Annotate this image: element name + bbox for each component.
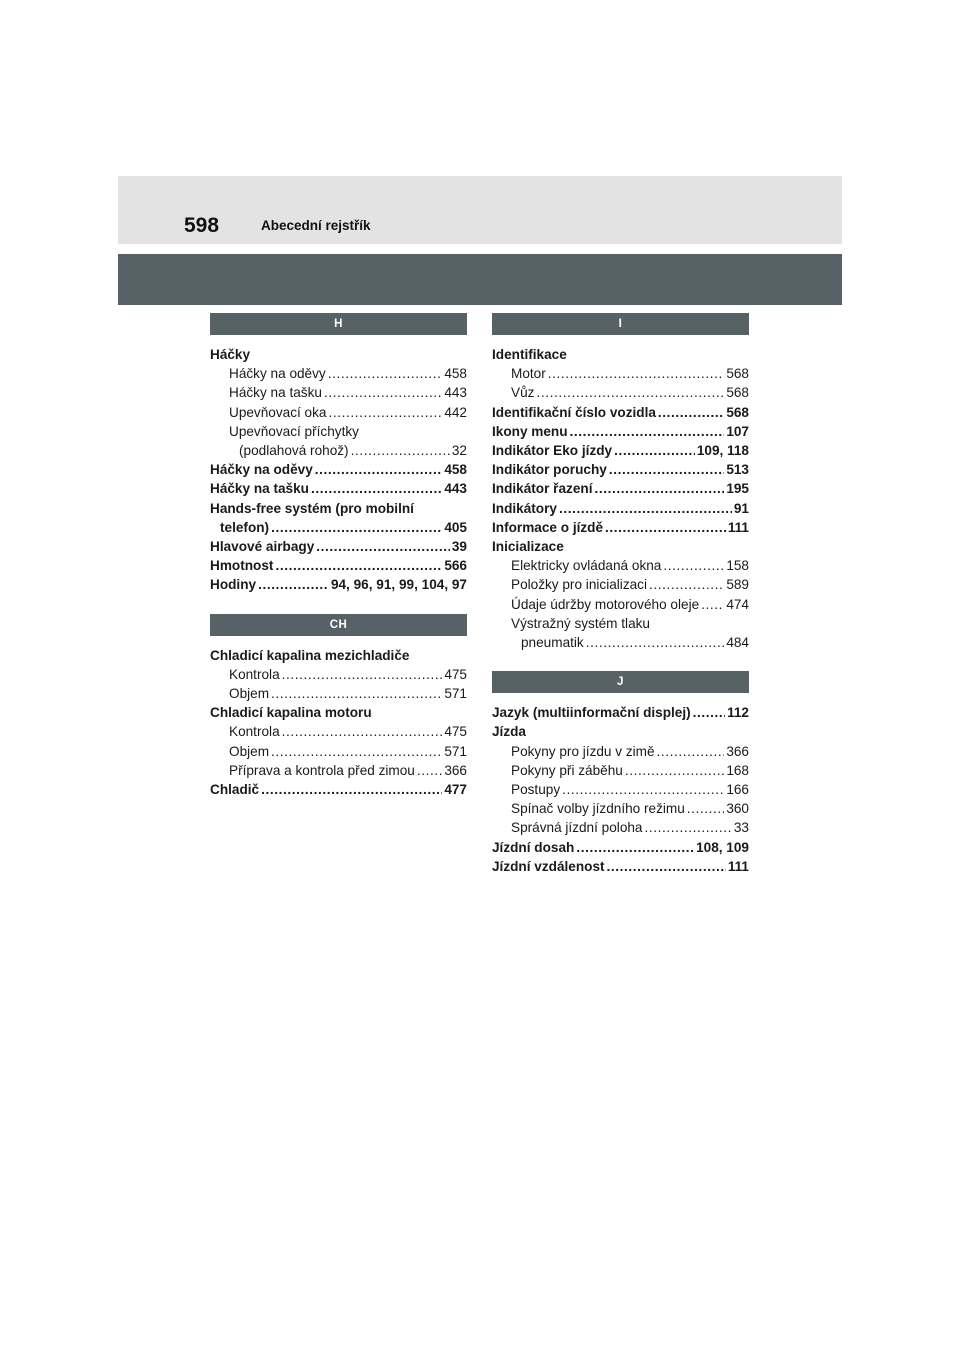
entry-label: Inicializace	[492, 539, 564, 555]
index-entry	[210, 646, 467, 665]
entry-page-number: 360	[726, 801, 749, 817]
entry-page-number: 405	[444, 519, 467, 535]
entry-page-number: 443	[444, 385, 467, 401]
index-entry	[492, 460, 749, 479]
entry-page-number: 571	[444, 686, 467, 702]
index-section	[492, 671, 749, 876]
header-dark-band	[118, 254, 842, 305]
entry-label: Ikony menu	[492, 423, 568, 439]
entry-label: Postupy	[511, 782, 561, 798]
dot-leader	[570, 422, 725, 441]
index-entry	[210, 383, 467, 402]
entry-label: Motor	[511, 366, 546, 382]
index-entry	[210, 345, 467, 364]
entry-label: Výstražný systém tlaku	[511, 615, 650, 631]
dot-leader	[316, 537, 450, 556]
entry-label: Chladicí kapalina motoru	[210, 705, 372, 721]
entry-page-number: 166	[726, 782, 749, 798]
entry-page-number: 571	[444, 743, 467, 759]
index-entry	[210, 499, 467, 518]
index-entry	[210, 460, 467, 479]
index-entry	[210, 684, 467, 703]
dot-leader	[657, 742, 725, 761]
index-entry	[492, 761, 749, 780]
index-entry	[492, 742, 749, 761]
dot-leader	[271, 684, 442, 703]
entry-label: Háčky na tašku	[229, 385, 322, 401]
entry-label: Objem	[229, 686, 270, 702]
index-entry	[492, 614, 749, 633]
entry-label: Háčky na tašku	[210, 481, 309, 497]
entry-page-number: 568	[726, 404, 749, 420]
index-entry	[210, 441, 467, 460]
entry-label: Indikátory	[492, 500, 557, 516]
dot-leader	[645, 818, 732, 837]
dot-leader	[351, 441, 450, 460]
entry-label: Kontrola	[229, 666, 280, 682]
index-entry	[492, 499, 749, 518]
entry-label: Indikátor poruchy	[492, 462, 607, 478]
dot-leader	[701, 595, 724, 614]
dot-leader	[271, 742, 442, 761]
dot-leader	[271, 518, 442, 537]
entry-page-number: 91	[733, 500, 749, 516]
index-entry	[210, 518, 467, 537]
index-entry	[210, 422, 467, 441]
left-column	[210, 313, 467, 799]
entry-label: Vůz	[511, 385, 535, 401]
index-entry	[492, 479, 749, 498]
entry-label: Informace o jízdě	[492, 519, 604, 535]
index-entries	[210, 335, 467, 595]
header-band	[118, 176, 842, 244]
entry-page-number: 443	[444, 481, 467, 497]
entry-label: Indikátor řazení	[492, 481, 593, 497]
entry-page-number: 484	[726, 635, 749, 651]
entry-page-number: 513	[726, 462, 749, 478]
index-entry	[492, 403, 749, 422]
dot-leader	[282, 665, 443, 684]
dot-leader	[328, 364, 443, 383]
entry-label: Jízdní dosah	[492, 839, 575, 855]
entry-page-number: 33	[733, 820, 749, 836]
entry-page-number: 112	[727, 705, 749, 721]
letter-header: H	[210, 313, 467, 335]
dot-leader	[605, 518, 726, 537]
entry-label: Identifikační číslo vozidla	[492, 404, 656, 420]
entry-page-number: 474	[726, 596, 749, 612]
entry-label: Pokyny při záběhu	[511, 762, 623, 778]
index-entry	[492, 857, 749, 876]
entry-page-number: 108, 109	[696, 839, 749, 855]
index-entry	[210, 703, 467, 722]
dot-leader	[614, 441, 695, 460]
entry-label: Elektricky ovládaná okna	[511, 558, 662, 574]
entry-label: Pokyny pro jízdu v zimě	[511, 743, 655, 759]
index-entry	[210, 665, 467, 684]
entry-label: Jízdní vzdálenost	[492, 858, 605, 874]
entry-label: Háčky	[210, 347, 251, 362]
entry-label: Hlavové airbagy	[210, 539, 315, 555]
entry-page-number: 568	[726, 366, 749, 382]
entry-label: (podlahová rohož)	[239, 443, 349, 459]
entry-page-number: 475	[444, 666, 467, 682]
entry-page-number: 566	[444, 558, 467, 574]
index-entry	[492, 575, 749, 594]
index-entry	[492, 780, 749, 799]
dot-leader	[324, 383, 442, 402]
index-entry	[492, 556, 749, 575]
index-entries	[492, 335, 749, 652]
index-entry	[492, 364, 749, 383]
letter-header: CH	[210, 614, 467, 636]
entry-page-number: 195	[726, 481, 749, 497]
entry-label: Údaje údržby motorového oleje	[511, 596, 700, 612]
index-entries	[210, 636, 467, 800]
page-number: 598	[184, 214, 220, 237]
index-entry	[492, 441, 749, 460]
entry-label: Kontrola	[229, 724, 280, 740]
dot-leader	[536, 383, 724, 402]
dot-leader	[576, 838, 694, 857]
index-section	[210, 313, 467, 595]
entry-page-number: 442	[444, 404, 467, 420]
index-entry	[210, 742, 467, 761]
dot-leader	[417, 761, 442, 780]
entry-label: Indikátor Eko jízdy	[492, 443, 613, 459]
entry-page-number: 94, 96, 91, 99, 104, 97	[330, 577, 467, 593]
dot-leader	[607, 857, 726, 876]
entry-page-number: 589	[726, 577, 749, 593]
dot-leader	[548, 364, 725, 383]
dot-leader	[687, 799, 725, 818]
index-entry	[210, 479, 467, 498]
entry-label: Spínač volby jízdního režimu	[511, 801, 685, 817]
dot-leader	[258, 575, 329, 594]
index-entries	[492, 693, 749, 876]
letter-header: I	[492, 313, 749, 335]
index-entry	[210, 364, 467, 383]
entry-label: Chladicí kapalina mezichladiče	[210, 647, 410, 663]
entry-label: Položky pro inicializaci	[511, 577, 647, 593]
entry-page-number: 168	[726, 762, 749, 778]
dot-leader	[663, 556, 724, 575]
index-entry	[492, 838, 749, 857]
entry-label: Jazyk (multiinformační displej)	[492, 705, 691, 721]
dot-leader	[275, 556, 442, 575]
index-entry	[492, 595, 749, 614]
entry-label: Správná jízdní poloha	[511, 820, 643, 836]
index-entry	[492, 703, 749, 722]
index-entry	[492, 383, 749, 402]
right-column	[492, 313, 749, 876]
index-section	[210, 614, 467, 800]
entry-label: Upevňovací oka	[229, 404, 327, 420]
entry-page-number: 158	[726, 558, 749, 574]
dot-leader	[594, 479, 724, 498]
index-entry	[210, 780, 467, 799]
dot-leader	[658, 403, 724, 422]
entry-page-number: 111	[727, 858, 749, 874]
dot-leader	[328, 403, 442, 422]
index-entry	[492, 345, 749, 364]
index-entry	[492, 518, 749, 537]
entry-page-number: 111	[727, 519, 749, 535]
dot-leader	[625, 761, 724, 780]
dot-leader	[282, 722, 443, 741]
dot-leader	[649, 575, 724, 594]
index-entry	[492, 537, 749, 556]
dot-leader	[609, 460, 725, 479]
entry-label: Hodiny	[210, 577, 257, 593]
dot-leader	[559, 499, 732, 518]
entry-page-number: 458	[444, 366, 467, 382]
entry-page-number: 109, 118	[696, 443, 749, 459]
dot-leader	[311, 479, 442, 498]
entry-page-number: 107	[726, 423, 749, 439]
entry-label: Háčky na oděvy	[210, 462, 313, 478]
index-entry	[210, 403, 467, 422]
index-entry	[492, 799, 749, 818]
dot-leader	[261, 780, 442, 799]
entry-label: Objem	[229, 743, 270, 759]
index-entry	[210, 537, 467, 556]
dot-leader	[586, 633, 725, 652]
entry-page-number: 475	[444, 724, 467, 740]
entry-label: Hmotnost	[210, 558, 274, 574]
dot-leader	[562, 780, 724, 799]
dot-leader	[315, 460, 443, 479]
entry-page-number: 366	[726, 743, 749, 759]
index-entry	[210, 761, 467, 780]
entry-page-number: 458	[444, 462, 467, 478]
dot-leader	[693, 703, 725, 722]
entry-page-number: 366	[444, 762, 467, 778]
index-entry	[492, 818, 749, 837]
index-entry	[210, 722, 467, 741]
entry-label: Háčky na oděvy	[229, 366, 326, 382]
index-entry	[492, 633, 749, 652]
index-entry	[210, 556, 467, 575]
entry-page-number: 568	[726, 385, 749, 401]
letter-header: J	[492, 671, 749, 693]
entry-page-number: 32	[451, 443, 467, 459]
index-entry	[492, 422, 749, 441]
entry-label: Hands-free systém (pro mobilní	[210, 500, 414, 516]
index-section	[492, 313, 749, 652]
entry-label: Jízda	[492, 724, 526, 740]
entry-label: Identifikace	[492, 347, 567, 362]
entry-label: Upevňovací příchytky	[229, 423, 359, 439]
index-entry	[210, 575, 467, 594]
entry-label: Příprava a kontrola před zimou	[229, 762, 415, 778]
section-title: Abecední rejstřík	[261, 218, 371, 233]
entry-label: pneumatik	[521, 635, 584, 651]
entry-page-number: 39	[451, 539, 467, 555]
entry-label: Chladič	[210, 782, 260, 798]
entry-page-number: 477	[444, 782, 467, 798]
entry-label: telefon)	[220, 519, 270, 535]
index-entry	[492, 722, 749, 741]
